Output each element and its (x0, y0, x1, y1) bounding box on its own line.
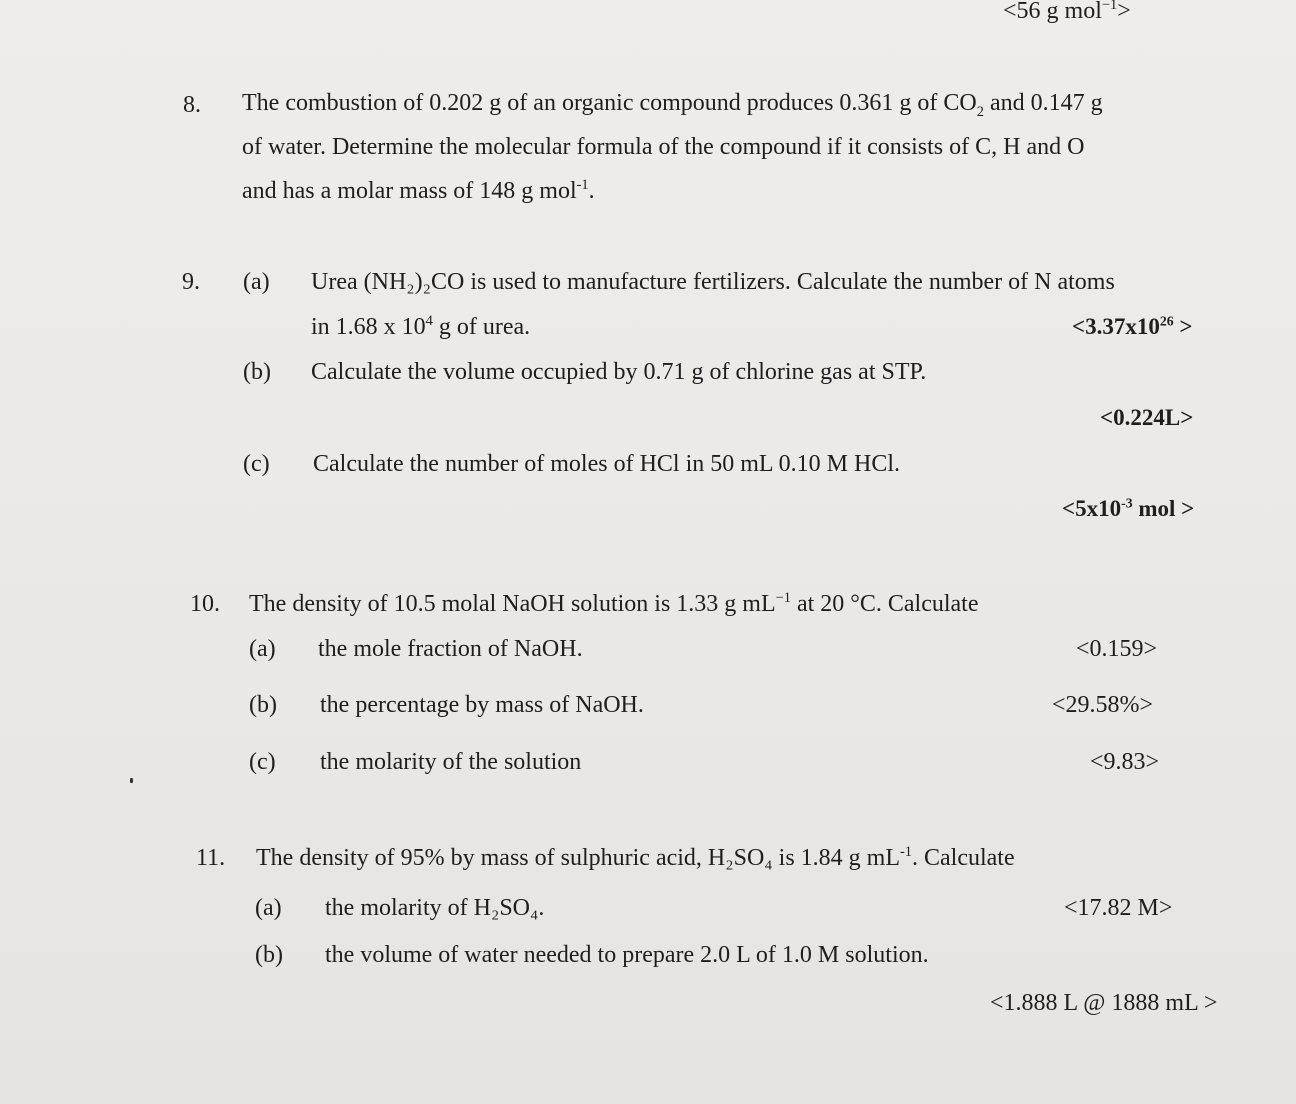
q9c-text: Calculate the number of moles of HCl in 50 mL 0.10 M HCl. (313, 451, 901, 477)
q8-line-2: of water. Determine the molecular formula of the compound if it consists of C, H and O (242, 134, 1085, 160)
q11b-text: the volume of water needed to prepare 2.0 L of 1.0 M solution. (325, 942, 929, 968)
stray-mark (130, 778, 133, 783)
q10a-label: (a) (249, 636, 276, 662)
q8-line-1: The combustion of 0.202 g of an organic compound produces 0.361 g of $CO_2$ and 0.147 g (242, 90, 1103, 120)
question-number-9: 9. (182, 269, 200, 295)
answer-q10a: <0.159> (1076, 636, 1158, 662)
question-number-8: 8. (183, 92, 201, 118)
question-number-10: 10. (190, 591, 220, 617)
q9a-line-2: in 1.68 x $10^4$ g of urea. (311, 313, 531, 340)
q11b-label: (b) (255, 942, 283, 968)
answer-q10b: <29.58%> (1052, 692, 1154, 718)
q10c-label: (c) (249, 749, 276, 775)
q9c-label: (c) (243, 451, 270, 477)
answer-q10c: <9.83> (1090, 749, 1160, 775)
q10c-text: the molarity of the solution (320, 749, 582, 775)
q10-stem: The density of 10.5 molal NaOH solution is 1.33 g $mL^{-1}$ at 20 °C. Calculate (249, 590, 979, 617)
answer-q11a: <17.82 M> (1064, 895, 1173, 921)
answer-q9c: $<5x10^{-3}$ mol > (1062, 495, 1195, 521)
q11a-label: (a) (255, 895, 282, 921)
q11-stem: The density of 95% by mass of sulphuric acid, H₂SO₄ is 1.84 g $mL^{-1}$. Calculate (256, 844, 1015, 871)
q9a-label: (a) (243, 269, 270, 295)
answer-q7: <56 g mol$^{-1}$> (1003, 0, 1131, 24)
q11a-text: the molarity of H₂SO₄. (325, 895, 545, 921)
q10a-text: the mole fraction of NaOH. (318, 636, 583, 662)
q9a-line-1: Urea (NH₂)₂CO is used to manufacture fertilizers. Calculate the number of N atoms (311, 269, 1115, 295)
q9b-label: (b) (243, 359, 271, 385)
answer-q9a: $<3.37x10^{26}$ > (1072, 313, 1193, 339)
q10b-label: (b) (249, 692, 277, 718)
q10b-text: the percentage by mass of NaOH. (320, 692, 644, 718)
answer-q11b: <1.888 L @ 1888 mL > (990, 990, 1218, 1016)
q9b-text: Calculate the volume occupied by 0.71 g of chlorine gas at STP. (311, 359, 927, 385)
q8-line-3: and has a molar mass of 148 g mol$^{-1}$. (242, 177, 595, 204)
answer-q9b: <0.224L> (1100, 405, 1194, 430)
question-number-11: 11. (196, 845, 226, 871)
